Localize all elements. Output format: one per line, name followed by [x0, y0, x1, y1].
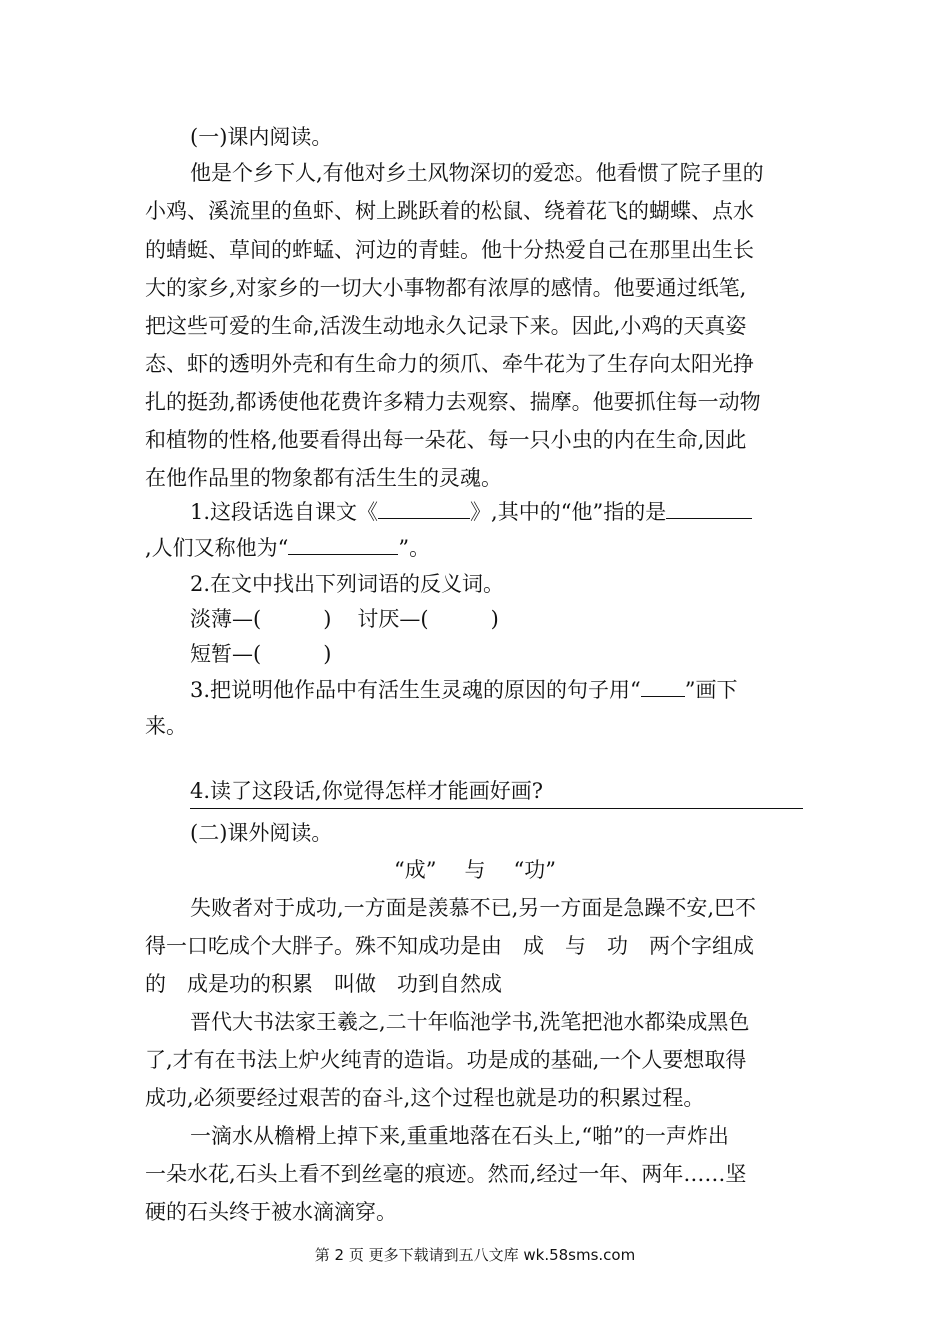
q1-blank-title[interactable]: [378, 496, 470, 519]
passage2-line: 硬的石头终于被水滴滴穿。: [145, 1200, 397, 1224]
passage2-line: 晋代大书法家王羲之,二十年临池学书,洗笔把池水都染成黑色: [190, 1010, 750, 1034]
q1-text-a: 1.这段话选自课文《: [190, 500, 379, 524]
page-footer: 第 2 页 更多下载请到五八文库 wk.58sms.com: [314, 1246, 636, 1264]
q2-item-3: 短暂—(: [190, 642, 262, 666]
q3-text-b: ”画下: [684, 678, 738, 702]
title-word-3: “功”: [513, 858, 556, 882]
passage2-line: 一滴水从檐榾上掉下来,重重地落在石头上,“啪”的一声炸出: [190, 1124, 729, 1148]
passage1-line: 他是个乡下人,有他对乡土风物深切的爱恋。他看惯了院子里的: [190, 161, 764, 185]
question-4: 4.读了这段话,你觉得怎样才能画好画?: [190, 779, 543, 803]
question-2-items: [190, 637, 850, 671]
question-2: 2.在文中找出下列词语的反义词。: [190, 572, 505, 596]
title-word-2: 与: [464, 858, 486, 882]
q1-blank-nickname[interactable]: [288, 532, 398, 555]
passage1-line: 把这些可爱的生命,活泼生动地永久记录下来。因此,小鸡的天真姿: [145, 314, 747, 338]
passage1-line: 大的家乡,对家乡的一切大小事物都有浓厚的感情。他要通过纸笔,: [145, 276, 747, 300]
q1-text-d: ”。: [398, 536, 431, 560]
question-2-items: [190, 602, 850, 636]
q3-text-a: 3.把说明他作品中有活生生灵魂的原因的句子用“: [190, 678, 641, 702]
passage2-line: 成功,必须要经过艰苦的奋斗,这个过程也就是功的积累过程。: [145, 1086, 705, 1110]
question-1: [190, 495, 850, 529]
q4-answer-line[interactable]: [190, 808, 803, 809]
passage1-line: 小鸡、溪流里的鱼虾、树上跳跃着的松鼠、绕着花飞的蝴蝶、点水: [145, 199, 754, 223]
question-3-cont: 来。: [145, 714, 187, 738]
passage1-line: 态、虾的透明外壳和有生命力的须爪、牵牛花为了生存向太阳光挣: [145, 352, 754, 376]
passage2-line: 了,才有在书法上炉火纯青的造诣。功是成的基础,一个人要想取得: [145, 1048, 747, 1072]
q3-underline-sample: [641, 674, 685, 697]
q2-close-paren: ): [323, 607, 332, 631]
passage2-line: 一朵水花,石头上看不到丝毫的痕迹。然而,经过一年、两年……坚: [145, 1162, 747, 1186]
passage1-line: 在他作品里的物象都有活生生的灵魂。: [145, 466, 502, 490]
q1-blank-person[interactable]: [666, 496, 752, 519]
passage2-line: 得一口吃成个大胖子。殊不知成功是由 成 与 功 两个字组成: [145, 934, 754, 958]
passage1-line: 的蜻蜓、草间的蚱蜢、河边的青蛙。他十分热爱自己在那里出生长: [145, 238, 754, 262]
question-3: [190, 673, 850, 707]
section1-heading: (一)课内阅读。: [190, 125, 333, 149]
q2-item-2: 讨厌—(: [357, 607, 429, 631]
q1-text-b: 》,其中的“他”指的是: [470, 500, 667, 524]
q2-close-paren: ): [490, 607, 499, 631]
passage2-line: 失败者对于成功,一方面是羡慕不已,另一方面是急躁不安,巴不: [190, 896, 757, 920]
q2-close-paren: ): [323, 642, 332, 666]
q2-item-1: 淡薄—(: [190, 607, 262, 631]
passage2-line: 的 成是功的积累 叫做 功到自然成: [145, 972, 502, 996]
section2-heading: (二)课外阅读。: [190, 821, 333, 845]
passage1-line: 扎的挺劲,都诱使他花费许多精力去观察、揣摩。他要抓住每一动物: [145, 390, 761, 414]
article-title: [0, 853, 950, 887]
question-1-cont: [145, 531, 805, 565]
q1-text-c: ,人们又称他为“: [145, 536, 289, 560]
passage1-line: 和植物的性格,他要看得出每一朵花、每一只小虫的内在生命,因此: [145, 428, 747, 452]
title-word-1: “成”: [394, 858, 437, 882]
